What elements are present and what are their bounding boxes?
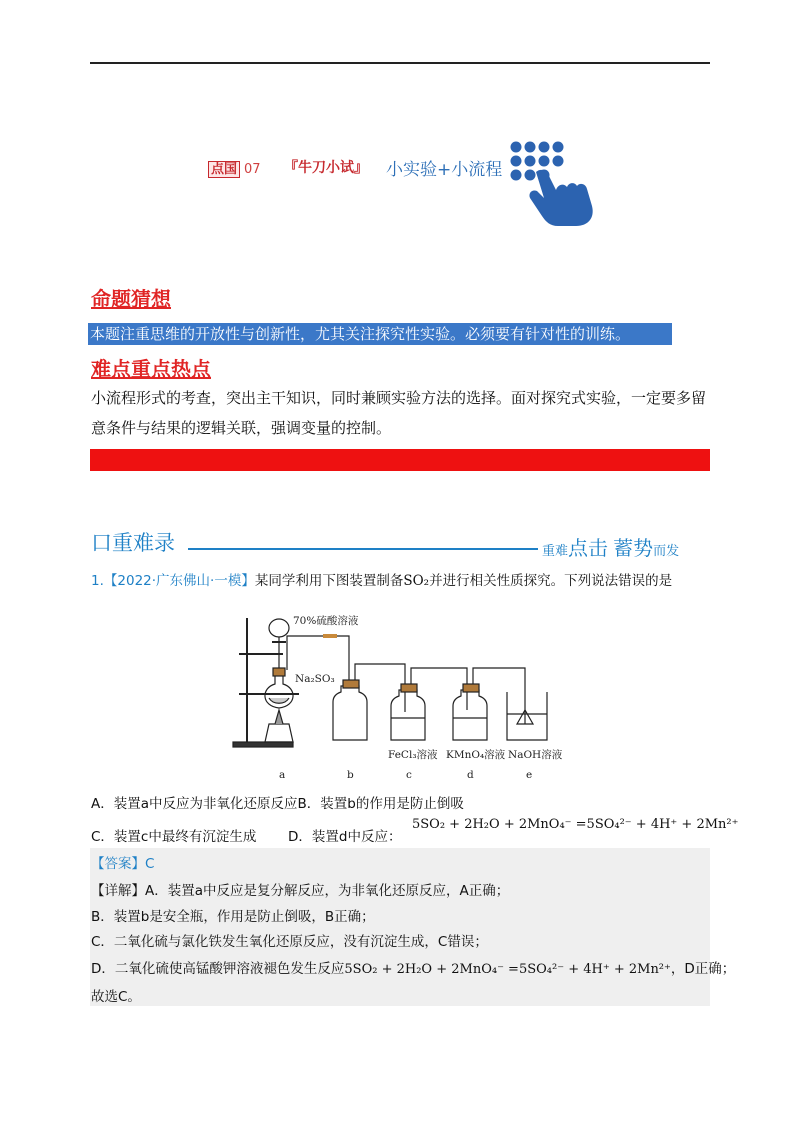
- answer-line-1: [91, 879, 509, 899]
- difficulty-heading: 难点重点热点: [91, 357, 211, 381]
- answer-key: 【答案】C: [91, 856, 155, 872]
- option-row-1: [91, 792, 464, 812]
- banner-title: 小实验+小流程: [386, 160, 503, 180]
- label-naoh: NaOH溶液: [508, 749, 563, 761]
- question-text-after: 并进行相关性质探究。下列说法错误的是: [429, 573, 673, 589]
- pointing-hand-icon: [506, 138, 606, 228]
- banner-bracket-title: 『牛刀小试』: [284, 160, 368, 176]
- answer-block: [90, 848, 710, 1006]
- answer-line-4-equation: 5SO₂ + 2H₂O + 2MnO₄⁻ =5SO₄²⁻ + 4H⁺ + 2Mn²⁺: [344, 962, 671, 977]
- option-b: B．装置b的作用是防止倒吸: [297, 796, 464, 812]
- answer-line-3: C．二氧化硫与氯化铁发生氧化还原反应，没有沉淀生成，C错误；: [91, 934, 488, 950]
- prediction-heading: 命题猜想: [91, 287, 171, 311]
- detail-line-1: A．装置a中反应是复分解反应，为非氧化还原反应，A正确；: [145, 883, 510, 899]
- question-number: 1.: [91, 573, 104, 589]
- answer-line-4-pre: D．二氧化硫使高锰酸钾溶液褪色发生反应: [91, 961, 345, 977]
- label-c: c: [406, 769, 412, 781]
- stand-base: [233, 742, 293, 747]
- difficulty-paragraph: 小流程形式的考查，突出主干知识，同时兼顾实验方法的选择。面对探究式实验，一定要多留意条件与结果的逻辑关联，强调变量的控制。: [91, 389, 707, 437]
- section-big-1: 点击: [568, 536, 609, 560]
- question-so2: SO₂: [403, 573, 430, 589]
- option-d: D．装置d中反应：: [288, 829, 402, 845]
- section-left-title: 口重难录: [91, 531, 175, 555]
- label-b: b: [347, 769, 354, 781]
- answer-line-2: B．装置b是安全瓶，作用是防止倒吸，B正确；: [91, 909, 375, 925]
- banner-number: 07: [244, 162, 261, 177]
- label-salt: Na₂SO₃: [295, 673, 335, 685]
- question-source: 【2022·广东佛山·一模】: [103, 573, 255, 589]
- label-acid: 70%硫酸溶液: [293, 615, 359, 627]
- label-a: a: [279, 769, 286, 781]
- answer-line-4-post: ，D正确；: [670, 961, 736, 977]
- answer-line-5: 故选C。: [91, 989, 141, 1005]
- banner-tag-box: 点国: [208, 161, 240, 178]
- top-rule: [90, 62, 710, 64]
- answer-line-4: [91, 957, 735, 977]
- detail-tag: 【详解】: [91, 883, 145, 899]
- option-d-equation: 5SO₂ + 2H₂O + 2MnO₄⁻ =5SO₄²⁻ + 4H⁺ + 2Mn²⁺: [412, 817, 739, 832]
- banner-tag: [208, 158, 261, 177]
- label-d: d: [467, 769, 474, 781]
- section-small-1: 重难: [542, 544, 569, 559]
- section-right-title: [542, 532, 679, 561]
- section-underline: [188, 548, 538, 550]
- question-stem: [91, 571, 731, 591]
- label-fecl3: FeCl₃溶液: [388, 749, 438, 761]
- answer-label: [91, 852, 154, 872]
- prediction-highlight: 本题注重思维的开放性与创新性，尤其关注探究性实验。必须要有针对性的训练。: [88, 323, 672, 345]
- option-a: A．装置a中反应为非氧化还原反应: [91, 796, 298, 812]
- question-text-before: 某同学利用下图装置制备: [254, 573, 404, 589]
- section-small-2: 而发: [653, 544, 680, 559]
- apparatus-diagram: [225, 606, 585, 784]
- option-c: C．装置c中最终有沉淀生成: [91, 829, 257, 845]
- red-divider-bar: [90, 449, 710, 471]
- section-big-2: 蓄势: [613, 536, 654, 560]
- label-e: e: [526, 769, 533, 781]
- label-kmno4: KMnO₄溶液: [446, 749, 506, 761]
